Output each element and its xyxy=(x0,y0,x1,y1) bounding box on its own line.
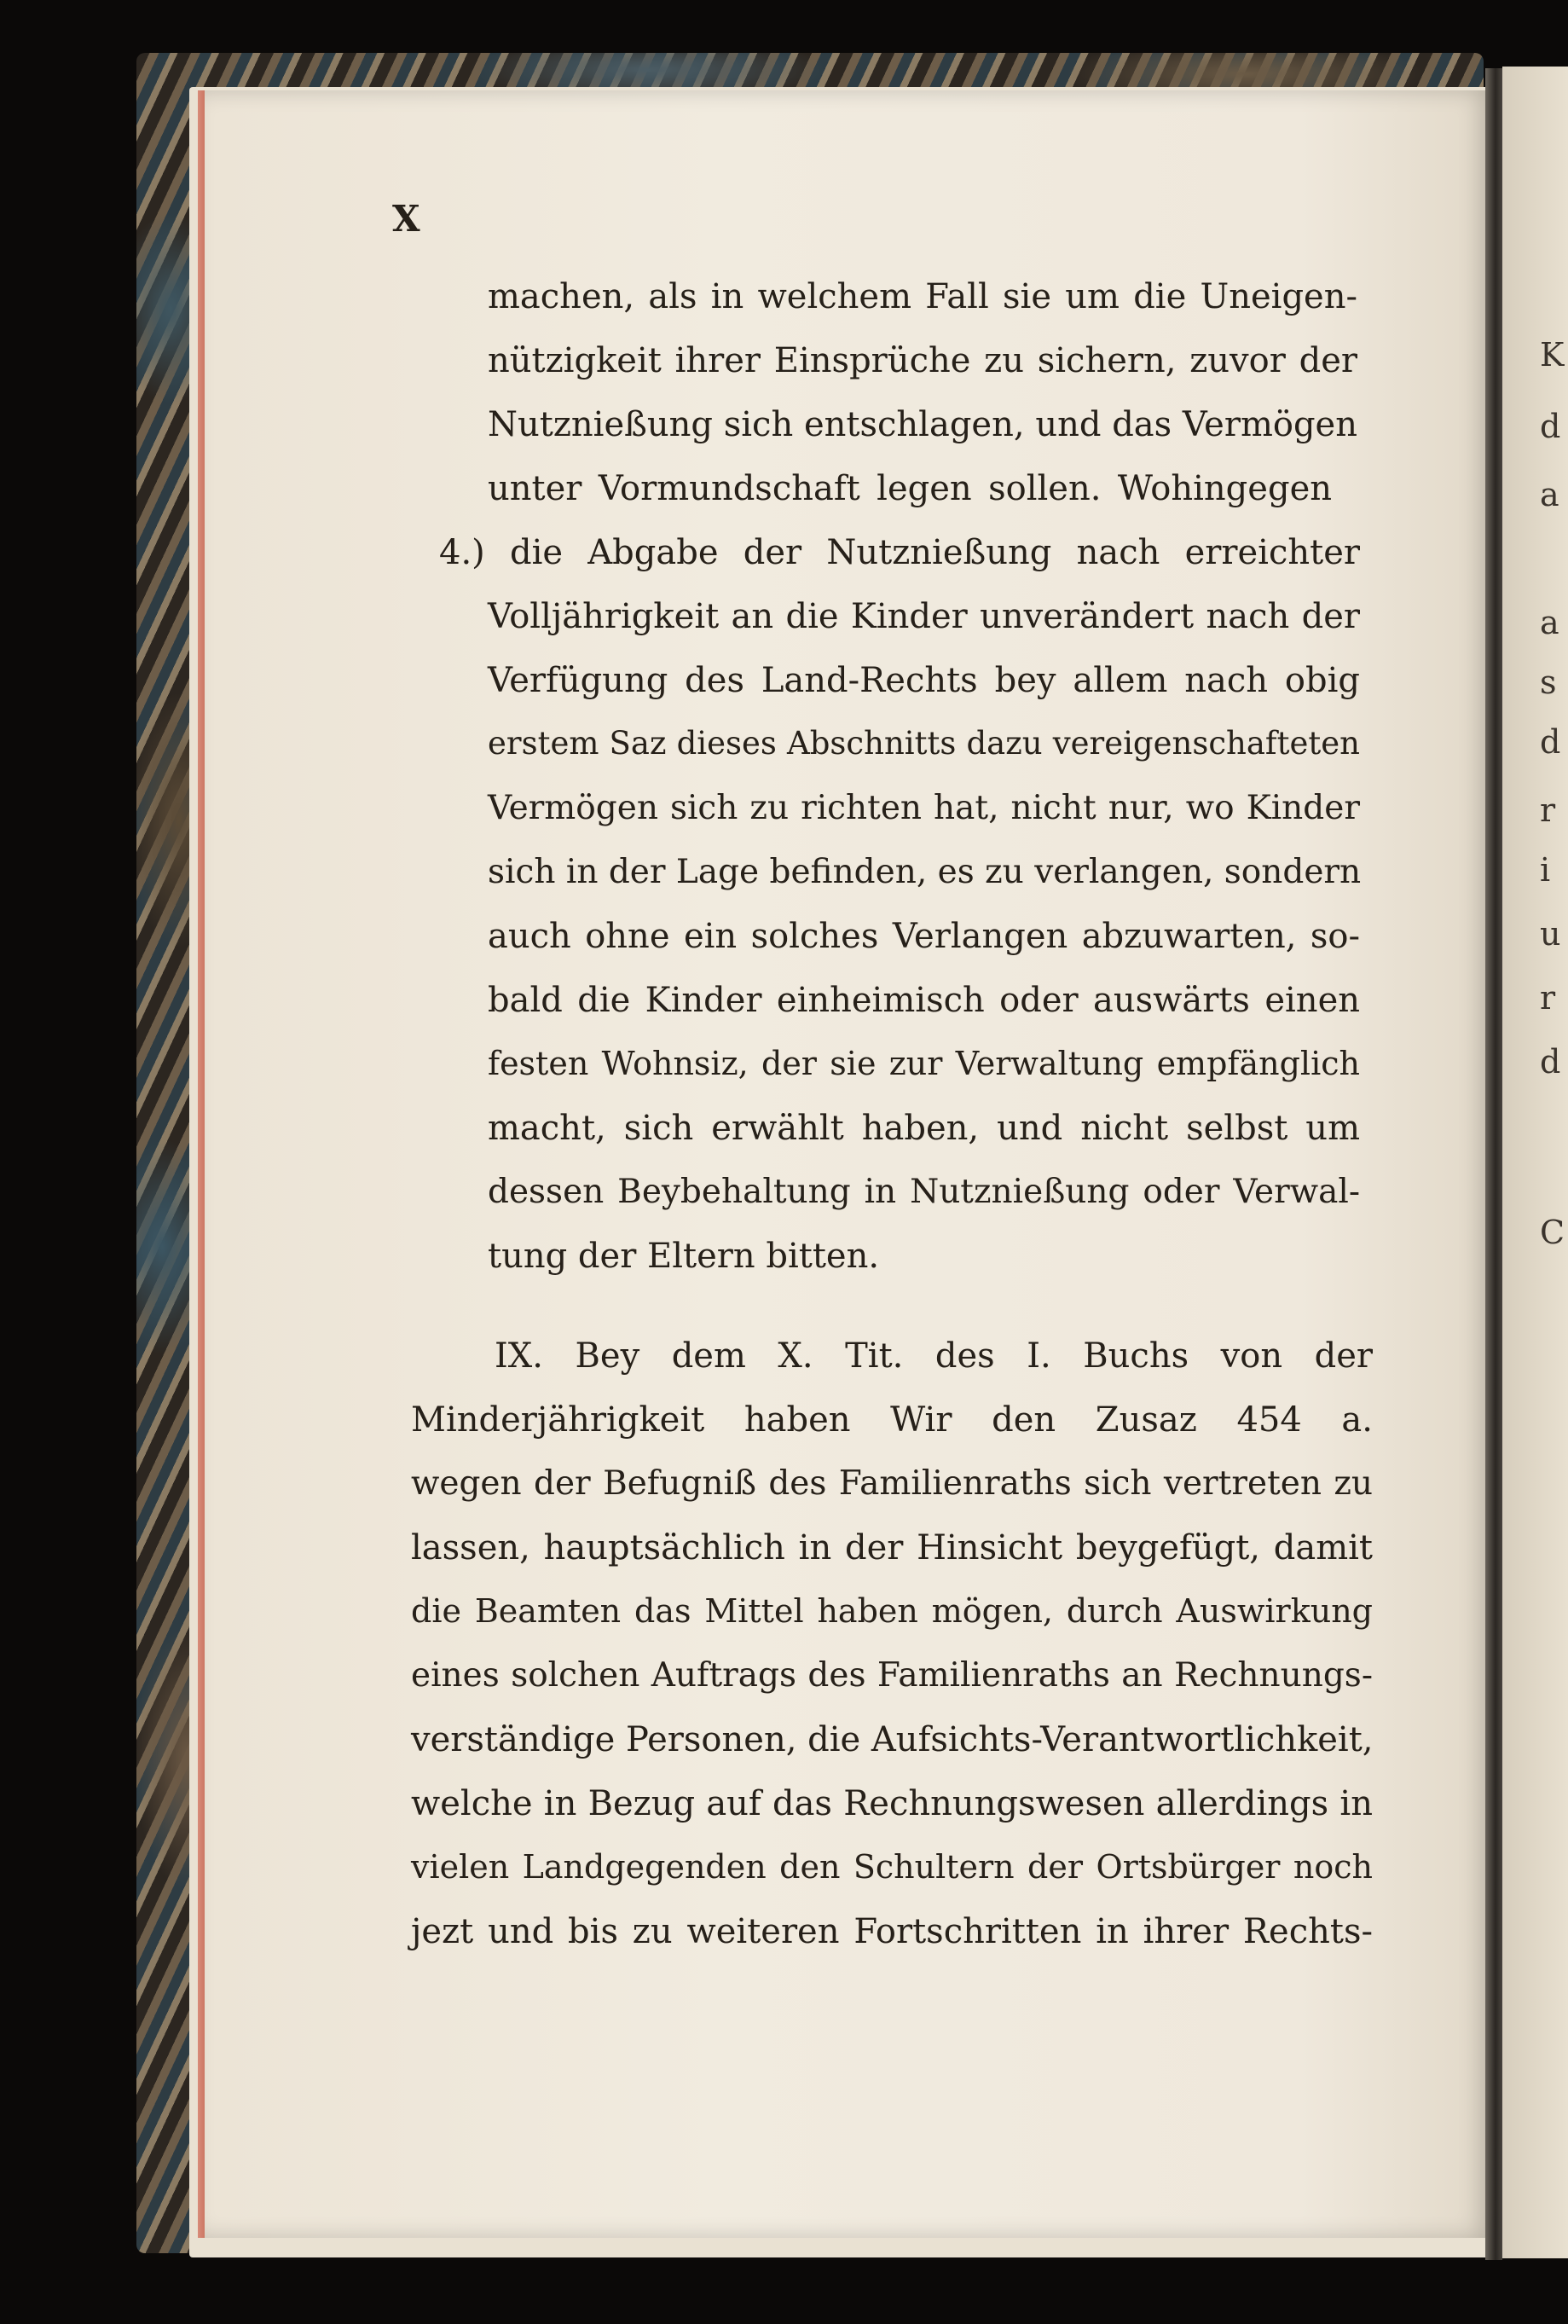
text-line: Volljährigkeit an die Kinder unverändert nach der xyxy=(488,597,1360,636)
text-line: erstem Saz dieses Abschnitts dazu vereigenschafteten xyxy=(488,725,1360,762)
text-line: die Beamten das Mittel haben mögen, durch Auswirkung xyxy=(411,1592,1373,1630)
text-line: macht, sich erwählt haben, und nicht selbst um xyxy=(488,1109,1360,1148)
text-line: Verfügung des Land-Rechts bey allem nach obig xyxy=(488,661,1360,700)
text-line: Nutznießung sich entschlagen, und das Vermögen xyxy=(488,405,1357,444)
text-line: vielen Landgegenden den Schultern der Ortsbürger noch xyxy=(411,1848,1373,1886)
facing-page-fragment: i xyxy=(1540,851,1551,889)
text-line: IX. Bey dem X. Tit. des I. Buchs von der xyxy=(495,1336,1373,1376)
text-line: jezt und bis zu weiteren Fortschritten in ihrer Rechts- xyxy=(411,1912,1373,1951)
text-line: Vermögen sich zu richten hat, nicht nur, wo Kinder xyxy=(488,789,1360,827)
facing-page-fragment: u xyxy=(1540,915,1561,953)
text-line: machen, als in welchem Fall sie um die Uneigen- xyxy=(488,277,1357,316)
text-line: welche in Bezug auf das Rechnungswesen allerdings in xyxy=(411,1784,1373,1823)
text-line: 4.) die Abgabe der Nutznießung nach erreichter xyxy=(439,533,1360,572)
text-line: sich in der Lage befinden, es zu verlangen, sondern xyxy=(488,853,1362,891)
text-line: auch ohne ein solches Verlangen abzuwarten, so- xyxy=(488,917,1360,956)
facing-page-fragment: r xyxy=(1540,979,1556,1017)
facing-page-fragment: K xyxy=(1540,336,1565,374)
facing-page-fragment: a xyxy=(1540,476,1559,513)
facing-page-fragment: C xyxy=(1540,1214,1565,1251)
facing-page-fragment: d xyxy=(1540,408,1561,445)
text-line: tung der Eltern bitten. xyxy=(488,1237,880,1276)
facing-page-fragment: d xyxy=(1540,723,1561,761)
text-line: wegen der Befugniß des Familienraths sich vertreten zu xyxy=(411,1464,1373,1503)
text-line: lassen, hauptsächlich in der Hinsicht beygefügt, damit xyxy=(411,1528,1373,1568)
text-line: bald die Kinder einheimisch oder auswärts einen xyxy=(488,981,1360,1020)
text-line: verständige Personen, die Aufsichts-Verantwortlichkeit, xyxy=(411,1720,1374,1759)
text-line: dessen Beybehaltung in Nutznießung oder Verwal- xyxy=(488,1173,1360,1211)
text-line: unter Vormundschaft legen sollen. Wohingegen xyxy=(488,469,1332,508)
facing-page-fragment: d xyxy=(1540,1043,1561,1081)
text-line: festen Wohnsiz, der sie zur Verwaltung empfänglich xyxy=(488,1045,1360,1082)
text-line: nützigkeit ihrer Einsprüche zu sichern, zuvor der xyxy=(488,341,1357,380)
text-line: Minderjährigkeit haben Wir den Zusaz 454 a. xyxy=(411,1400,1373,1440)
facing-page-fragment: s xyxy=(1540,664,1557,701)
facing-page-fragment: r xyxy=(1540,791,1556,829)
page-number: X xyxy=(392,198,420,240)
facing-page-fragment: a xyxy=(1540,604,1559,641)
text-line: eines solchen Auftrags des Familienraths an Rechnungs- xyxy=(411,1656,1373,1695)
